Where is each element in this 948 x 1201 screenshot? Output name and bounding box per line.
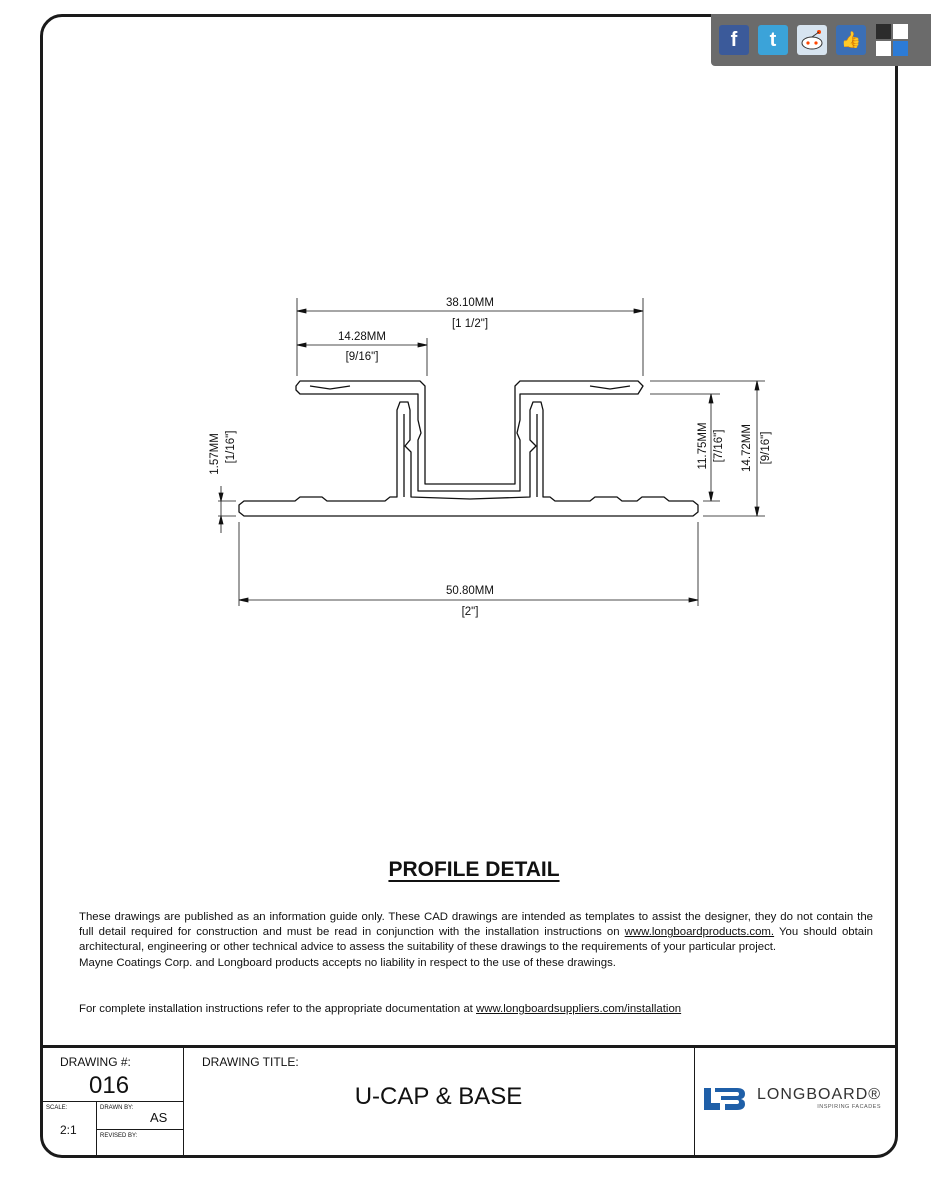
twitter-icon: t	[769, 28, 777, 51]
title-block-divider	[694, 1047, 695, 1156]
drawing-title: U-CAP & BASE	[354, 1083, 523, 1110]
u-cap-groove-right	[590, 386, 630, 389]
drawing-number: 016	[89, 1072, 130, 1099]
install-text: For complete installation instructions refer to the appropriate documentation at	[79, 1003, 476, 1015]
disclaimer-part1: These drawings are published as an information guide only. These CAD drawings are intended as templates to assist the designer, they do not contain the full detail required for construction and must be read in conjunction with the installation instructions on	[79, 911, 873, 939]
install-note	[79, 1003, 873, 1015]
drawn-by-value: AS	[150, 1110, 168, 1125]
dim-thickness-mm: 1.57MM	[209, 433, 221, 475]
dim-inner-height-mm: 11.75MM	[697, 422, 709, 470]
disclaimer-part2: You should obtain architectural, engineering or other technical advice to assess the suitability of these drawings to the requirements of your particular project.	[79, 926, 873, 954]
dim-overall-top-mm: 38.10MM	[446, 297, 494, 309]
base-profile	[239, 402, 698, 516]
logo-tagline: INSPIRING FACADES	[817, 1104, 882, 1111]
u-cap-profile	[296, 381, 643, 491]
u-cap-groove	[310, 386, 350, 389]
dim-inner-height-in: [7/16"]	[713, 429, 725, 463]
longboard-logo	[703, 1084, 881, 1114]
page-title	[0, 858, 948, 882]
thumbs-up-icon: 👍	[841, 32, 861, 49]
dim-thickness-in: [1/16"]	[225, 430, 237, 464]
profile-detail-heading: PROFILE DETAIL	[388, 858, 560, 881]
dim-flange-in: [9/16"]	[345, 351, 379, 363]
dim-flange-mm: 14.28MM	[338, 331, 386, 343]
dim-base-width-in: [2"]	[461, 606, 479, 618]
installation-link[interactable]: www.longboardsuppliers.com/installation	[476, 1003, 682, 1015]
longboardproducts-link[interactable]: www.longboardproducts.com.	[624, 926, 775, 939]
dim-overall-top-in: [1 1/2"]	[451, 318, 489, 330]
drawn-by-label: DRAWN BY:	[100, 1105, 134, 1111]
drawing-number-label: DRAWING #:	[60, 1055, 131, 1069]
drawing-title-label: DRAWING TITLE:	[202, 1055, 299, 1069]
dim-overall-height-mm: 14.72MM	[741, 424, 753, 472]
disclaimer-text	[79, 910, 873, 971]
logo-wordmark	[757, 1087, 881, 1111]
dim-base-width-mm: 50.80MM	[446, 585, 494, 597]
dim-overall-height-in: [9/16"]	[760, 431, 772, 465]
facebook-icon: f	[730, 28, 738, 51]
logo-name: LONGBOARD®	[757, 1086, 882, 1104]
title-block-divider	[96, 1129, 183, 1130]
title-block-top-border	[42, 1045, 897, 1048]
revised-by-label: REVISED BY:	[100, 1133, 138, 1139]
longboard-logo-icon	[703, 1084, 747, 1114]
scale-value: 2:1	[60, 1123, 77, 1137]
scale-label: SCALE:	[46, 1105, 68, 1111]
liability-text: Mayne Coatings Corp. and Longboard products accepts no liability in respect to the use of these drawings.	[79, 956, 616, 969]
title-block-divider	[42, 1101, 183, 1102]
